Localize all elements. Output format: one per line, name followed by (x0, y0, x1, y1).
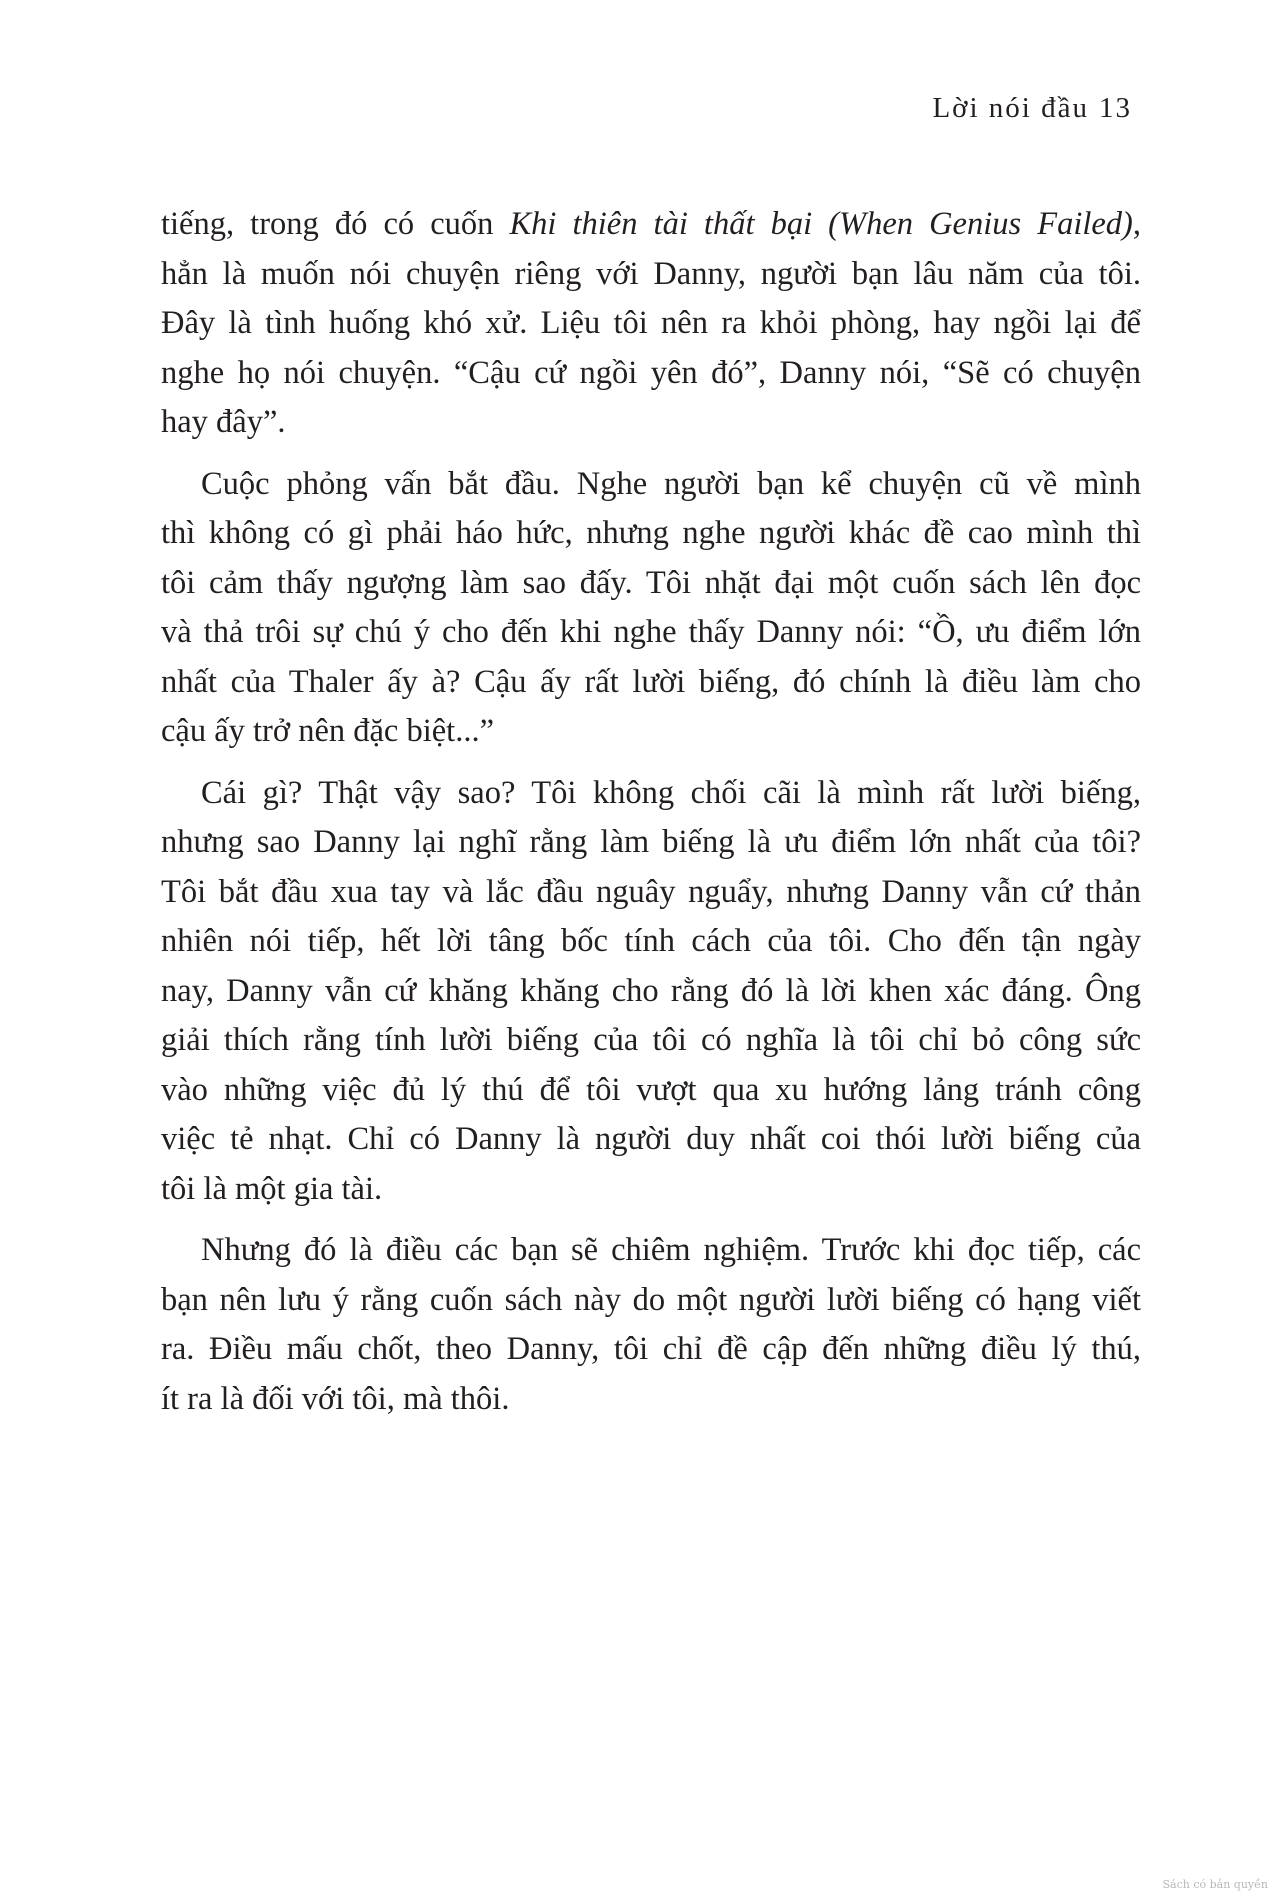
text-line: nhiên nói tiếp, hết lời tâng bốc tính cách của tôi. Cho đến tận ngày (161, 923, 1141, 959)
text-line: hay đây”. (161, 404, 286, 440)
text-line: và thả trôi sự chú ý cho đến khi nghe thấy Danny nói: “Ồ, ưu điểm lớn (161, 614, 1141, 650)
body-text (161, 200, 1141, 1436)
text-line: nay, Danny vẫn cứ khăng khăng cho rằng đó là lời khen xác đáng. Ông (161, 972, 1141, 1009)
text-line: bạn nên lưu ý rằng cuốn sách này do một người lười biếng có hạng viết (161, 1281, 1141, 1318)
text-line: tiếng, trong đó có cuốn Khi thiên tài thất bại (When Genius Failed), (161, 206, 1141, 242)
text-line: Nhưng đó là điều các bạn sẽ chiêm nghiệm. Trước khi đọc tiếp, các (201, 1232, 1141, 1268)
text-line: thì không có gì phải háo hức, nhưng nghe người khác đề cao mình thì (161, 515, 1141, 551)
text-line: giải thích rằng tính lười biếng của tôi có nghĩa là tôi chỉ bỏ công sức (161, 1022, 1141, 1058)
text-line: việc tẻ nhạt. Chỉ có Danny là người duy nhất coi thói lười biếng của (161, 1121, 1141, 1157)
text-line: Cái gì? Thật vậy sao? Tôi không chối cãi là mình rất lười biếng, (201, 774, 1141, 811)
text-line: ra. Điều mấu chốt, theo Danny, tôi chỉ đề cập đến những điều lý thú, (161, 1331, 1141, 1367)
paragraph-1 (161, 200, 1141, 448)
paragraph-4 (161, 1226, 1141, 1424)
text-line: tôi là một gia tài. (161, 1170, 383, 1207)
text-line: ít ra là đối với tôi, mà thôi. (161, 1380, 510, 1417)
text-line: nhất của Thaler ấy à? Cậu ấy rất lười biếng, đó chính là điều làm cho (161, 663, 1141, 700)
book-title-italic: Khi thiên tài thất bại (When Genius Failed) (509, 206, 1133, 242)
paragraph-3 (161, 769, 1141, 1215)
text-line: Đây là tình huống khó xử. Liệu tôi nên ra khỏi phòng, hay ngồi lại để (161, 305, 1141, 341)
paragraph-2 (161, 460, 1141, 757)
text-line: vào những việc đủ lý thú để tôi vượt qua xu hướng lảng tránh công (161, 1071, 1141, 1108)
text-line: cậu ấy trở nên đặc biệt...” (161, 713, 494, 749)
text-line: Cuộc phỏng vấn bắt đầu. Nghe người bạn kể chuyện cũ về mình (201, 465, 1141, 502)
copyright-watermark: Sách có bản quyền (1162, 1878, 1268, 1891)
text-line: Tôi bắt đầu xua tay và lắc đầu nguây nguẩy, nhưng Danny vẫn cứ thản (161, 873, 1141, 910)
text-line: tôi cảm thấy ngượng làm sao đấy. Tôi nhặt đại một cuốn sách lên đọc (161, 564, 1141, 601)
text-line: nghe họ nói chuyện. “Cậu cứ ngồi yên đó”, Danny nói, “Sẽ có chuyện (161, 354, 1141, 391)
text-line: nhưng sao Danny lại nghĩ rằng làm biếng là ưu điểm lớn nhất của tôi? (161, 824, 1141, 860)
text-line: hẳn là muốn nói chuyện riêng với Danny, người bạn lâu năm của tôi. (161, 255, 1141, 292)
chapter-title: Lời nói đầu (932, 92, 1089, 124)
page-number: 13 (1099, 92, 1132, 124)
running-header (932, 92, 1132, 125)
